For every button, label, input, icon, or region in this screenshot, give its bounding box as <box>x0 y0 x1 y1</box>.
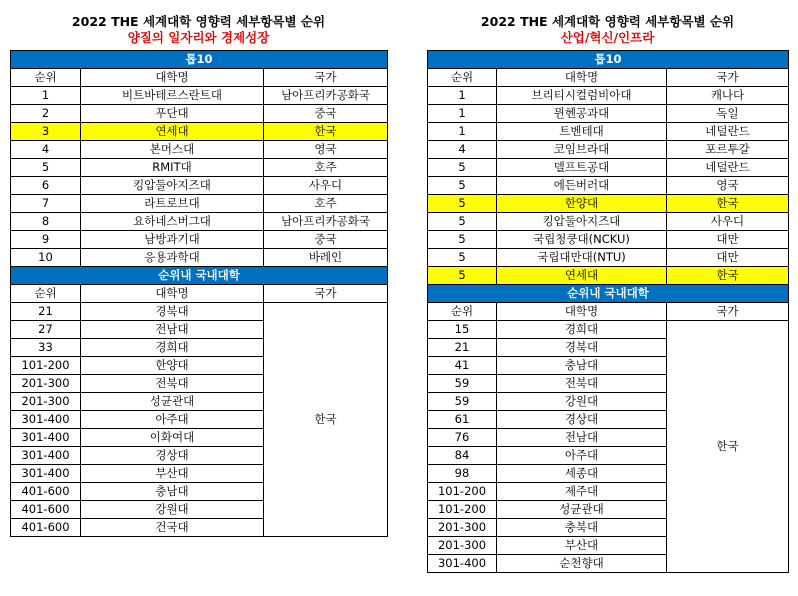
top10-section-header-label: 톱10 <box>11 51 388 69</box>
country-cell: 네덜란드 <box>667 159 789 177</box>
country-cell: 캐나다 <box>667 87 789 105</box>
table-row <box>11 213 388 231</box>
domestic-section-header <box>11 267 388 285</box>
rank-cell: 5 <box>11 159 81 177</box>
domestic-column-headers <box>11 285 388 303</box>
country-cell: 대만 <box>667 231 789 249</box>
rank-cell: 3 <box>11 123 81 141</box>
university-cell: 아주대 <box>81 411 264 429</box>
rank-header: 순위 <box>428 69 497 87</box>
university-cell: 순천향대 <box>497 555 667 573</box>
rank-cell: 201-300 <box>11 393 81 411</box>
university-cell: 충남대 <box>497 357 667 375</box>
university-header: 대학명 <box>81 285 264 303</box>
university-cell: 강원대 <box>497 393 667 411</box>
rank-cell: 301-400 <box>11 465 81 483</box>
country-cell: 남아프리카공화국 <box>264 87 388 105</box>
university-cell: 전북대 <box>81 375 264 393</box>
university-cell: 건국대 <box>81 519 264 537</box>
rank-header: 순위 <box>11 285 81 303</box>
country-header: 국가 <box>264 69 388 87</box>
university-cell: 연세대 <box>81 123 264 141</box>
rank-cell: 101-200 <box>428 501 497 519</box>
university-cell: 비트바테르스란트대 <box>81 87 264 105</box>
rank-cell: 101-200 <box>11 357 81 375</box>
table-row <box>428 141 789 159</box>
rank-cell: 101-200 <box>428 483 497 501</box>
country-header: 국가 <box>667 69 789 87</box>
country-cell: 한국 <box>667 195 789 213</box>
table-row <box>428 159 789 177</box>
country-header: 국가 <box>667 303 789 321</box>
university-cell: 성균관대 <box>81 393 264 411</box>
university-cell: 남방과기대 <box>81 231 264 249</box>
table-row <box>11 141 388 159</box>
rank-cell: 61 <box>428 411 497 429</box>
top10-column-headers <box>428 69 789 87</box>
top10-section-header <box>428 51 789 69</box>
university-cell: 연세대 <box>497 267 667 285</box>
university-cell: 뮌헨공과대 <box>497 105 667 123</box>
right-subtitle: 산업/혁신/인프라 <box>560 30 655 45</box>
university-cell: 킹압둘아지즈대 <box>81 177 264 195</box>
right-ranking-table <box>427 50 789 573</box>
country-cell: 호주 <box>264 159 388 177</box>
rank-cell: 301-400 <box>11 447 81 465</box>
table-row <box>428 321 789 339</box>
table-row <box>11 195 388 213</box>
left-ranking-table <box>10 50 388 537</box>
left-subtitle: 양질의 일자리와 경제성장 <box>127 30 270 45</box>
university-cell: 전남대 <box>497 429 667 447</box>
top10-column-headers <box>11 69 388 87</box>
rank-cell: 401-600 <box>11 501 81 519</box>
university-cell: 경북대 <box>81 303 264 321</box>
domestic-column-headers <box>428 303 789 321</box>
rank-cell: 8 <box>11 213 81 231</box>
university-cell: 제주대 <box>497 483 667 501</box>
rank-cell: 301-400 <box>428 555 497 573</box>
rank-cell: 5 <box>428 177 497 195</box>
rank-cell: 10 <box>11 249 81 267</box>
table-row <box>428 249 789 267</box>
university-cell: 경희대 <box>497 321 667 339</box>
rank-cell: 5 <box>428 195 497 213</box>
rank-cell: 5 <box>428 231 497 249</box>
rank-cell: 5 <box>428 159 497 177</box>
country-cell: 호주 <box>264 195 388 213</box>
table-row <box>428 123 789 141</box>
rank-cell: 301-400 <box>11 429 81 447</box>
university-cell: RMIT대 <box>81 159 264 177</box>
university-cell: 요하네스버그대 <box>81 213 264 231</box>
university-cell: 국립대만대(NTU) <box>497 249 667 267</box>
university-cell: 강원대 <box>81 501 264 519</box>
table-row <box>11 87 388 105</box>
university-cell: 경상대 <box>81 447 264 465</box>
university-cell: 라트로브대 <box>81 195 264 213</box>
country-header: 국가 <box>264 285 388 303</box>
table-row <box>11 105 388 123</box>
rank-cell: 76 <box>428 429 497 447</box>
university-cell: 충북대 <box>497 519 667 537</box>
university-cell: 코임브라대 <box>497 141 667 159</box>
university-cell: 본머스대 <box>81 141 264 159</box>
rank-cell: 27 <box>11 321 81 339</box>
left-title: 2022 THE 세계대학 영향력 세부항목별 순위 <box>71 14 326 29</box>
country-cell: 대만 <box>667 249 789 267</box>
university-header: 대학명 <box>497 303 667 321</box>
university-cell: 전북대 <box>497 375 667 393</box>
country-cell: 사우디 <box>667 213 789 231</box>
rank-cell: 201-300 <box>11 375 81 393</box>
university-cell: 경북대 <box>497 339 667 357</box>
university-cell: 킹압둘아지즈대 <box>497 213 667 231</box>
university-cell: 경상대 <box>497 411 667 429</box>
university-cell: 델프트공대 <box>497 159 667 177</box>
table-row <box>11 159 388 177</box>
domestic-country-cell: 한국 <box>667 321 789 573</box>
university-cell: 아주대 <box>497 447 667 465</box>
table-row <box>11 303 388 321</box>
table-row <box>11 177 388 195</box>
university-cell: 한양대 <box>81 357 264 375</box>
domestic-section-header <box>428 285 789 303</box>
university-cell: 부산대 <box>497 537 667 555</box>
rank-cell: 6 <box>11 177 81 195</box>
university-cell: 응용과학대 <box>81 249 264 267</box>
table-row <box>11 249 388 267</box>
rank-cell: 4 <box>11 141 81 159</box>
rank-cell: 41 <box>428 357 497 375</box>
university-cell: 에든버러대 <box>497 177 667 195</box>
rank-cell: 401-600 <box>11 519 81 537</box>
rank-cell: 5 <box>428 249 497 267</box>
domestic-section-header-label: 순위내 국내대학 <box>11 267 388 285</box>
domestic-section-header-label: 순위내 국내대학 <box>428 285 789 303</box>
country-cell: 포르투갈 <box>667 141 789 159</box>
rank-cell: 201-300 <box>428 519 497 537</box>
rank-cell: 21 <box>11 303 81 321</box>
rank-cell: 2 <box>11 105 81 123</box>
university-cell: 전남대 <box>81 321 264 339</box>
rank-cell: 401-600 <box>11 483 81 501</box>
university-cell: 브리티시컬럼비아대 <box>497 87 667 105</box>
university-cell: 국립청쿵대(NCKU) <box>497 231 667 249</box>
rank-cell: 1 <box>428 105 497 123</box>
rank-header: 순위 <box>428 303 497 321</box>
rank-cell: 33 <box>11 339 81 357</box>
rank-cell: 5 <box>428 213 497 231</box>
university-cell: 경희대 <box>81 339 264 357</box>
university-cell: 트벤테대 <box>497 123 667 141</box>
right-title: 2022 THE 세계대학 영향력 세부항목별 순위 <box>480 14 735 29</box>
rank-cell: 201-300 <box>428 537 497 555</box>
university-cell: 충남대 <box>81 483 264 501</box>
rank-cell: 5 <box>428 267 497 285</box>
country-cell: 남아프리카공화국 <box>264 213 388 231</box>
rank-cell: 59 <box>428 375 497 393</box>
university-cell: 한양대 <box>497 195 667 213</box>
rank-cell: 1 <box>11 87 81 105</box>
table-row <box>11 231 388 249</box>
table-row <box>428 105 789 123</box>
rank-cell: 59 <box>428 393 497 411</box>
rank-cell: 84 <box>428 447 497 465</box>
rank-cell: 1 <box>428 87 497 105</box>
university-cell: 세종대 <box>497 465 667 483</box>
left-ranking-panel <box>10 0 387 537</box>
table-row <box>11 123 388 141</box>
table-row <box>428 231 789 249</box>
country-cell: 중국 <box>264 231 388 249</box>
domestic-country-cell: 한국 <box>264 303 388 537</box>
country-cell: 한국 <box>667 267 789 285</box>
university-cell: 이화여대 <box>81 429 264 447</box>
country-cell: 영국 <box>667 177 789 195</box>
country-cell: 사우디 <box>264 177 388 195</box>
rank-header: 순위 <box>11 69 81 87</box>
university-cell: 푸단대 <box>81 105 264 123</box>
country-cell: 한국 <box>264 123 388 141</box>
country-cell: 중국 <box>264 105 388 123</box>
country-cell: 네덜란드 <box>667 123 789 141</box>
top10-section-header <box>11 51 388 69</box>
country-cell: 바레인 <box>264 249 388 267</box>
rank-cell: 7 <box>11 195 81 213</box>
university-cell: 성균관대 <box>497 501 667 519</box>
rank-cell: 15 <box>428 321 497 339</box>
university-header: 대학명 <box>497 69 667 87</box>
rank-cell: 21 <box>428 339 497 357</box>
country-cell: 독일 <box>667 105 789 123</box>
rank-cell: 1 <box>428 123 497 141</box>
rank-cell: 301-400 <box>11 411 81 429</box>
table-row <box>428 267 789 285</box>
university-header: 대학명 <box>81 69 264 87</box>
table-row <box>428 87 789 105</box>
table-row <box>428 213 789 231</box>
rank-cell: 9 <box>11 231 81 249</box>
rank-cell: 98 <box>428 465 497 483</box>
country-cell: 영국 <box>264 141 388 159</box>
top10-section-header-label: 톱10 <box>428 51 789 69</box>
rank-cell: 4 <box>428 141 497 159</box>
right-ranking-panel <box>427 0 788 573</box>
university-cell: 부산대 <box>81 465 264 483</box>
table-row <box>428 195 789 213</box>
table-row <box>428 177 789 195</box>
